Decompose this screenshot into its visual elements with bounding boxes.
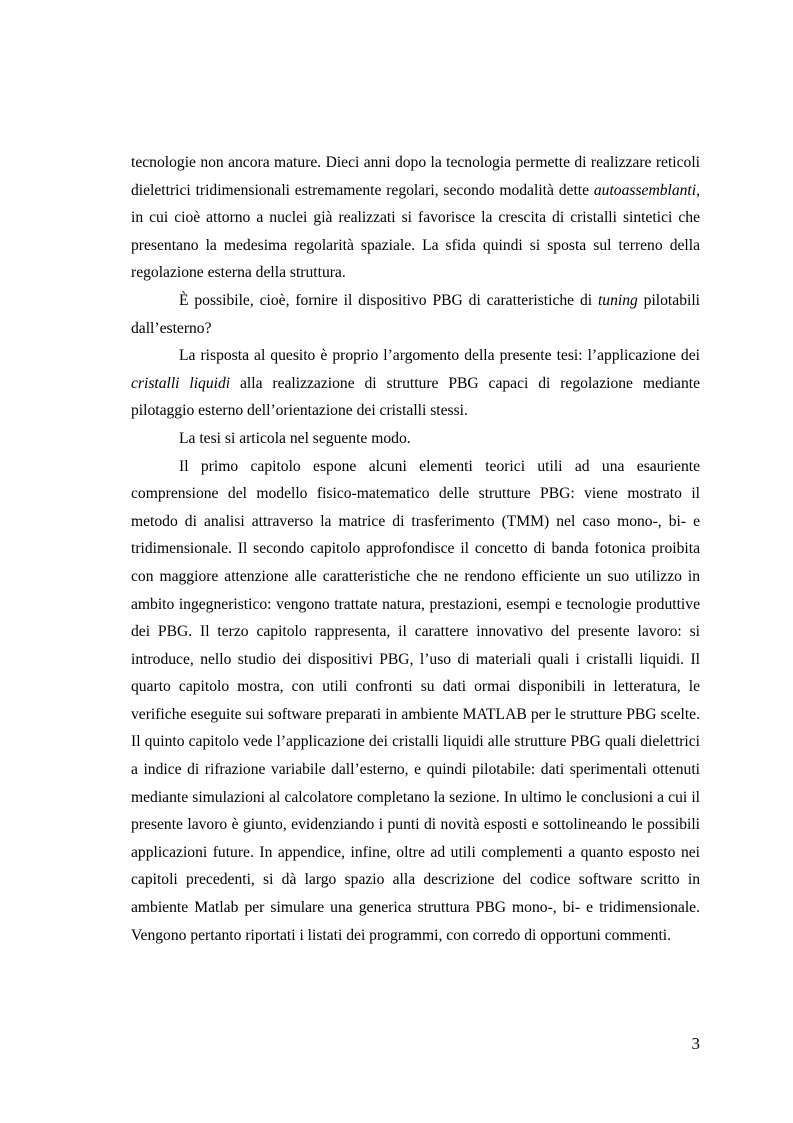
page-number: 3 [691,1034,700,1053]
text-segment: Il primo capitolo espone alcuni elementi teorici utili ad una esauriente comprensione del modello fisico-matematico delle strutture PBG: viene mostrato il metodo di analisi attraverso la matrice di trasferimento (TMM) nel caso mono-, bi- e tridimensionale. Il secondo capitolo approfondisce il concetto di banda fotonica proibita con maggiore attenzione alle caratteristiche che ne rendono efficiente un suo utilizzo in ambito ingegneristico: vengono trattate natura, prestazioni, esempi e tecnologie produttive dei PBG. Il terzo capitolo rappresenta, il carattere innovativo del presente lavoro: si introduce, nello studio dei dispositivi PBG, l’uso di materiali quali i cristalli liquidi. Il quarto capitolo mostra, con utili confronti su dati ormai disponibili in letteratura, le verifiche eseguite sui software preparati in ambiente MATLAB per le strutture PBG scelte. Il quinto capitolo vede l’applicazione dei cristalli liquidi alle strutture PBG quali dielettrici a indice di rifrazione variabile dall’esterno, e quindi pilotabile: dati sperimentali ottenuti mediante simulazioni al calcolatore completano la sezione. In ultimo le conclusioni a cui il presente lavoro è giunto, evidenziando i punti di novità esposti e sottolineando le possibili applicazioni future. In appendice, infine, oltre ad utili complementi a quanto esposto nei capitoli precedenti, si dà largo spazio alla descrizione del codice software scritto in ambiente Matlab per simulare una generica struttura PBG mono-, bi- e tridimensionale. Vengono pertanto riportati i listati dei programmi, con corredo di opportuni commenti. [131,457,700,944]
paragraph-3 [131,342,700,425]
text-segment: La risposta al quesito è proprio l’argomento della presente tesi: l’applicazione dei [179,347,700,365]
paragraph-5 [131,453,700,950]
text-segment: tecnologie non ancora mature. Dieci anni dopo la tecnologia permette di realizzare reticoli dielettrici tridimensionali estremamente regolari, secondo modalità dette [131,154,700,199]
text-segment: È possibile, cioè, fornire il dispositivo PBG di caratteristiche di [179,291,598,309]
paragraph-4 [131,425,700,453]
text-segment: , in cui cioè attorno a nuclei già realizzati si favorisce la crescita di cristalli sintetici che presentano la medesima regolarità spaziale. La sfida quindi si sposta sul terreno della regolazione esterna della struttura. [131,181,700,282]
text-segment: alla realizzazione di strutture PBG capaci di regolazione mediante pilotaggio esterno dell’orientazione dei cristalli stessi. [131,374,700,420]
italic-term-autoassemblanti: autoassemblanti [593,181,697,199]
italic-term-cristalli-liquidi: cristalli liquidi [131,374,231,392]
paragraph-2 [131,287,700,342]
text-segment: pilotabili dall’esterno? [131,291,700,337]
body-text [131,149,700,949]
text-segment: La tesi si articola nel seguente modo. [179,429,411,447]
paragraph-1 [131,149,700,287]
italic-term-tuning: tuning [597,291,638,309]
